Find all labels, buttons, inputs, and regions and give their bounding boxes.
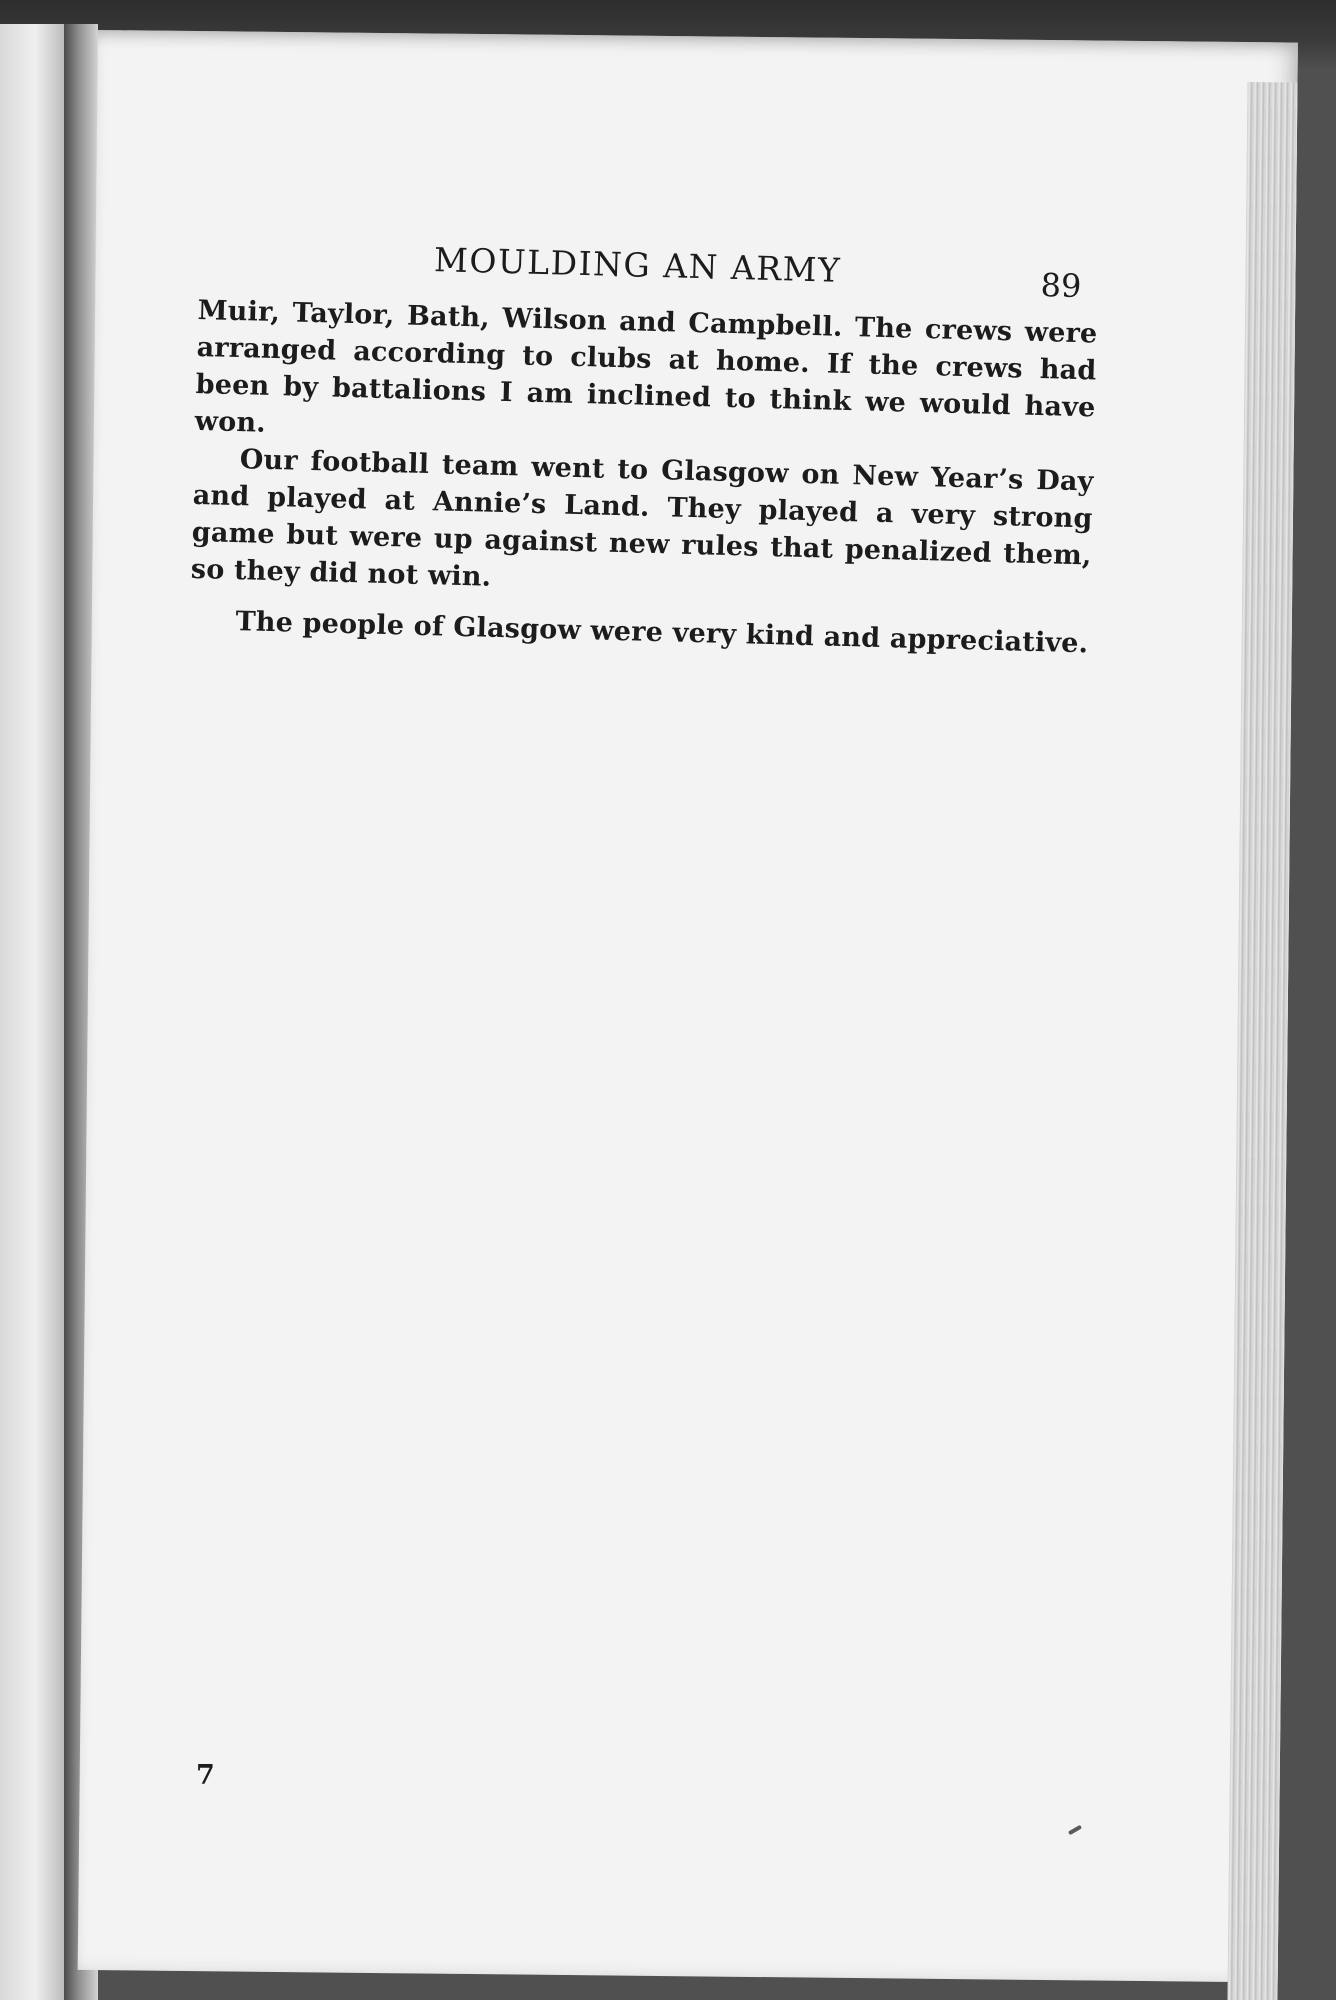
page-number: 89: [1040, 266, 1082, 306]
paragraph-rowing-crews: Muir, Taylor, Bath, Wilson and Campbell. The crews were arranged according to clubs at home. If the crews had been by battalions I am inclined to think we would have won.: [194, 294, 1098, 439]
paragraph-glasgow-people: The people of Glasgow were very kind and appreciative.: [235, 606, 1089, 660]
running-head: MOULDING AN ARMY: [433, 240, 842, 290]
page-text: [189, 222, 1100, 662]
paragraph-football-team: Our football team went to Glasgow on New Year’s Day and played at Annie’s Land. They played a very strong game but were up against new rules that penalized them, so they did not win.: [190, 444, 1094, 593]
page-stack-edge: [1227, 82, 1298, 2000]
signature-mark: 7: [196, 1760, 215, 1791]
left-page-edge: [0, 24, 64, 2000]
